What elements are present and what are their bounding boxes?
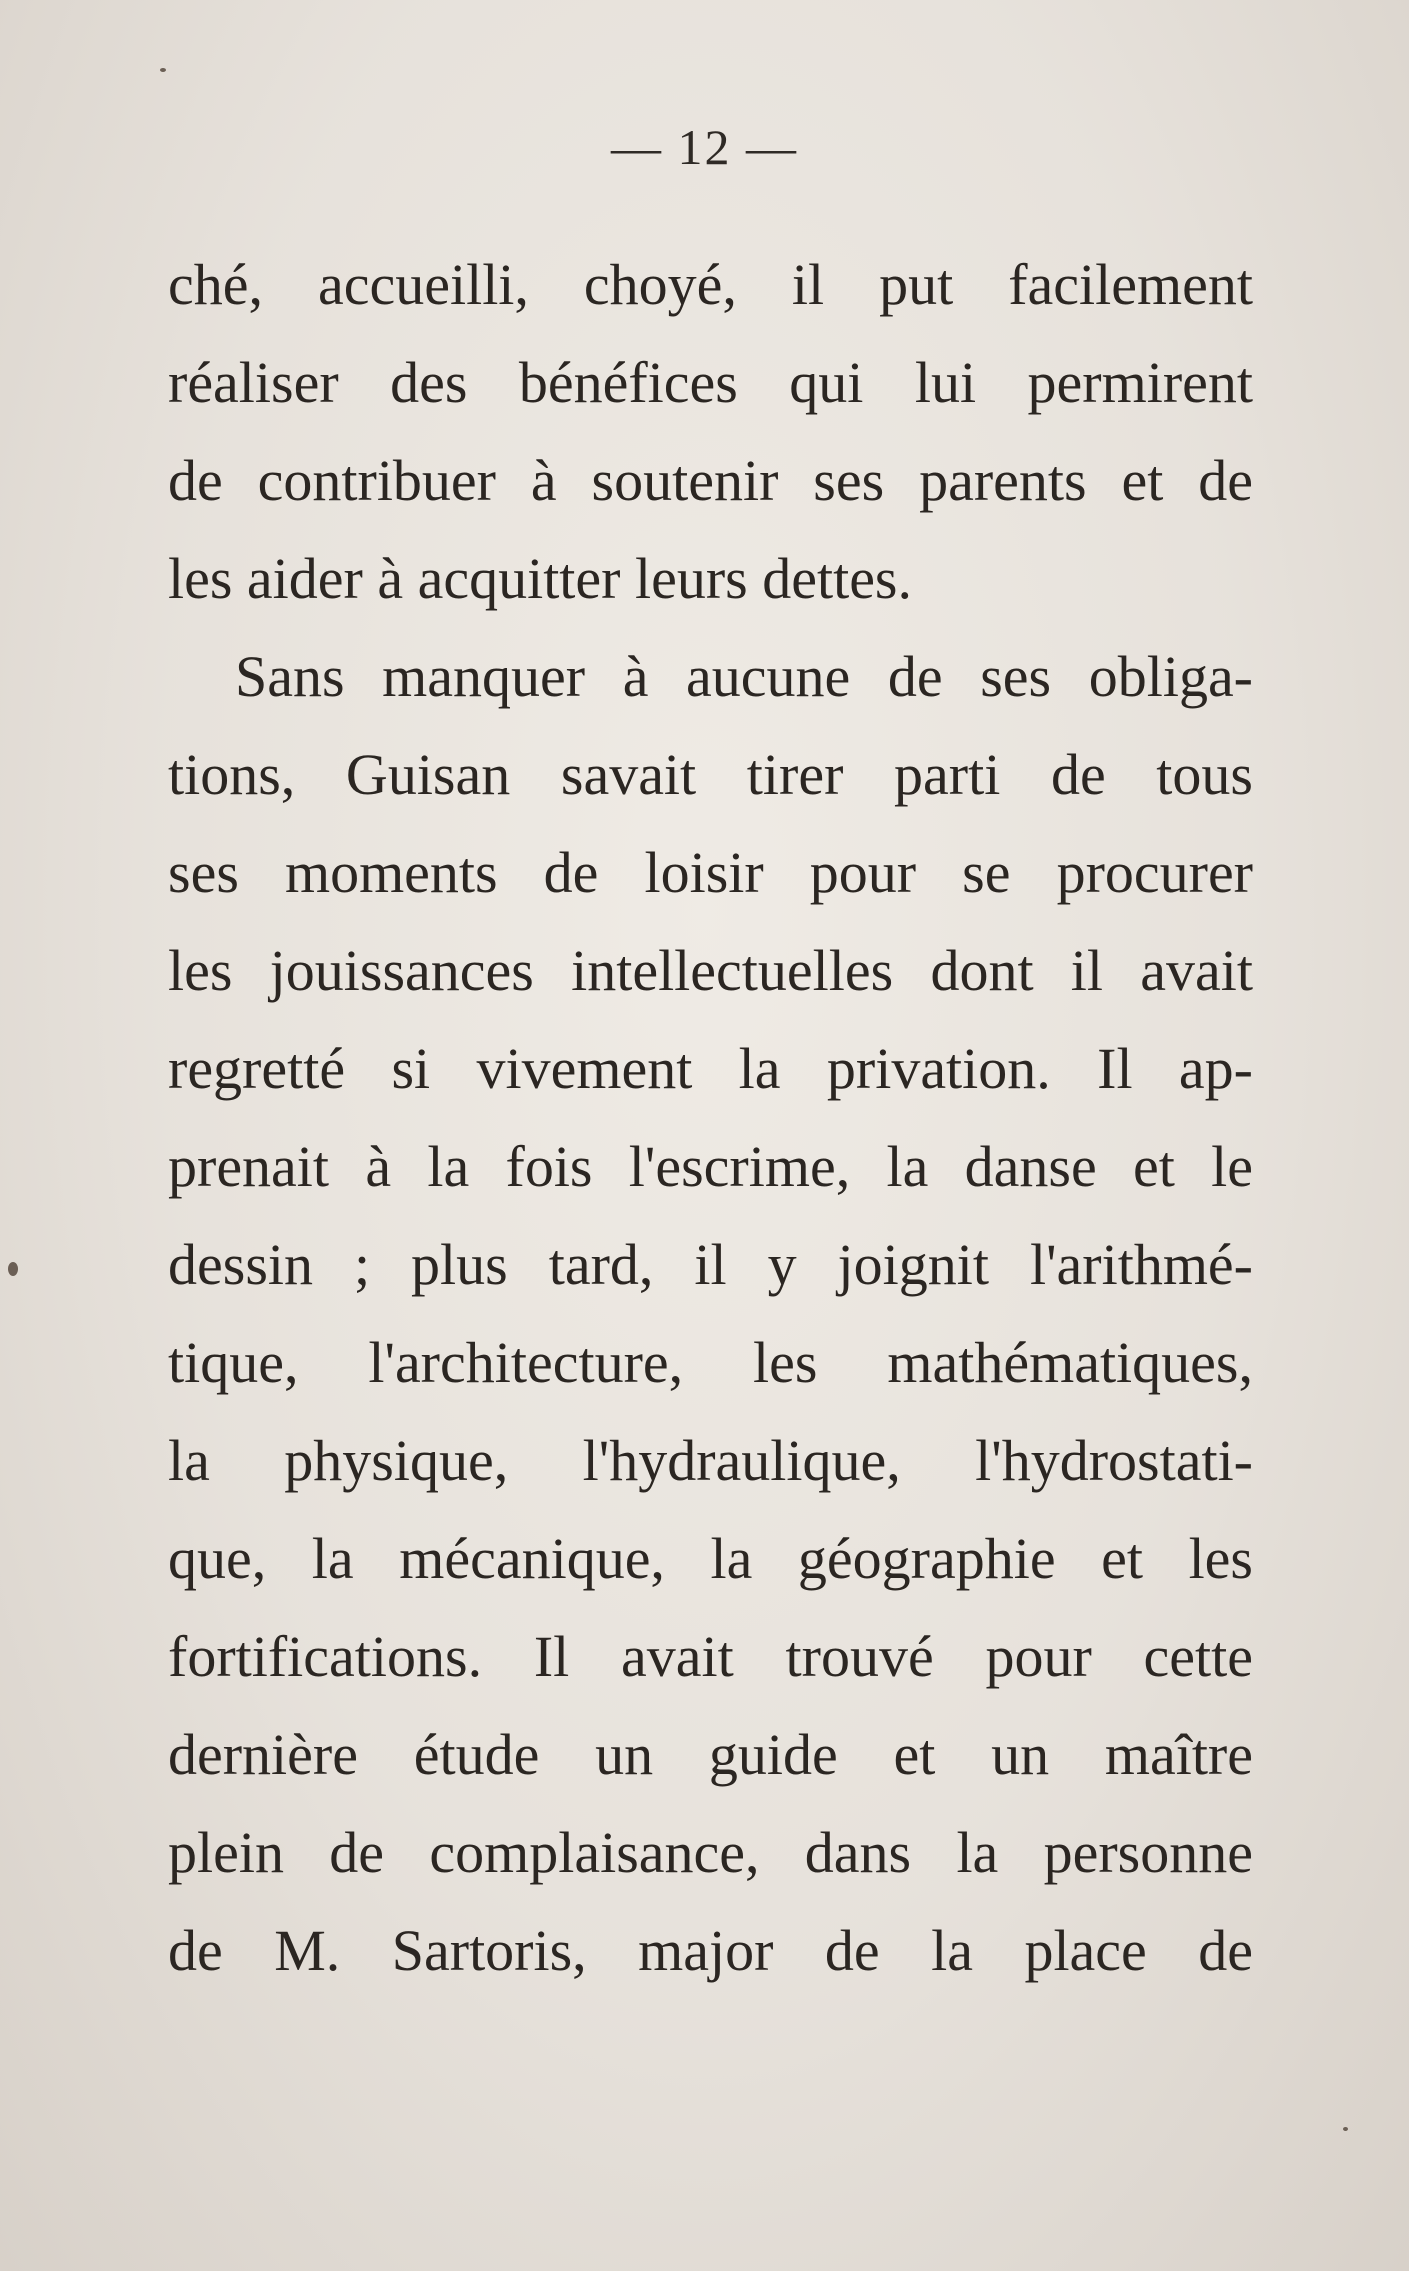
text-line: Sans manquer à aucune de ses obliga- (235, 644, 1253, 709)
text-line: les aider à acquitter leurs dettes. (168, 546, 913, 611)
text-line: que, la mécanique, la géographie et les (168, 1526, 1253, 1591)
text-line: la physique, l'hydraulique, l'hydrostati- (168, 1428, 1253, 1493)
text-line: les jouissances intellectuelles dont il avait (168, 938, 1253, 1003)
page-number: — 12 — (611, 119, 798, 175)
text-line: dernière étude un guide et un maître (168, 1722, 1253, 1787)
text-line: regretté si vivement la privation. Il ap- (168, 1036, 1253, 1101)
text-line: fortifications. Il avait trouvé pour cette (168, 1624, 1253, 1689)
text-line: de M. Sartoris, major de la place de (168, 1918, 1253, 1983)
text-line: plein de complaisance, dans la personne (168, 1820, 1253, 1885)
text-line: ché, accueilli, choyé, il put facilement (168, 252, 1253, 317)
ink-speck (160, 68, 166, 72)
text-line: tique, l'architecture, les mathématiques, (168, 1330, 1253, 1395)
text-line: tions, Guisan savait tirer parti de tous (168, 742, 1253, 807)
text-line: ses moments de loisir pour se procurer (168, 840, 1253, 905)
text-line: prenait à la fois l'escrime, la danse et le (168, 1134, 1253, 1199)
ink-speck (8, 1262, 18, 1276)
body-text (168, 236, 1253, 2000)
text-line: réaliser des bénéfices qui lui permirent (168, 350, 1253, 415)
text-line: de contribuer à soutenir ses parents et de (168, 448, 1253, 513)
text-line: dessin ; plus tard, il y joignit l'arithmé- (168, 1232, 1253, 1297)
ink-speck (1343, 2127, 1348, 2131)
